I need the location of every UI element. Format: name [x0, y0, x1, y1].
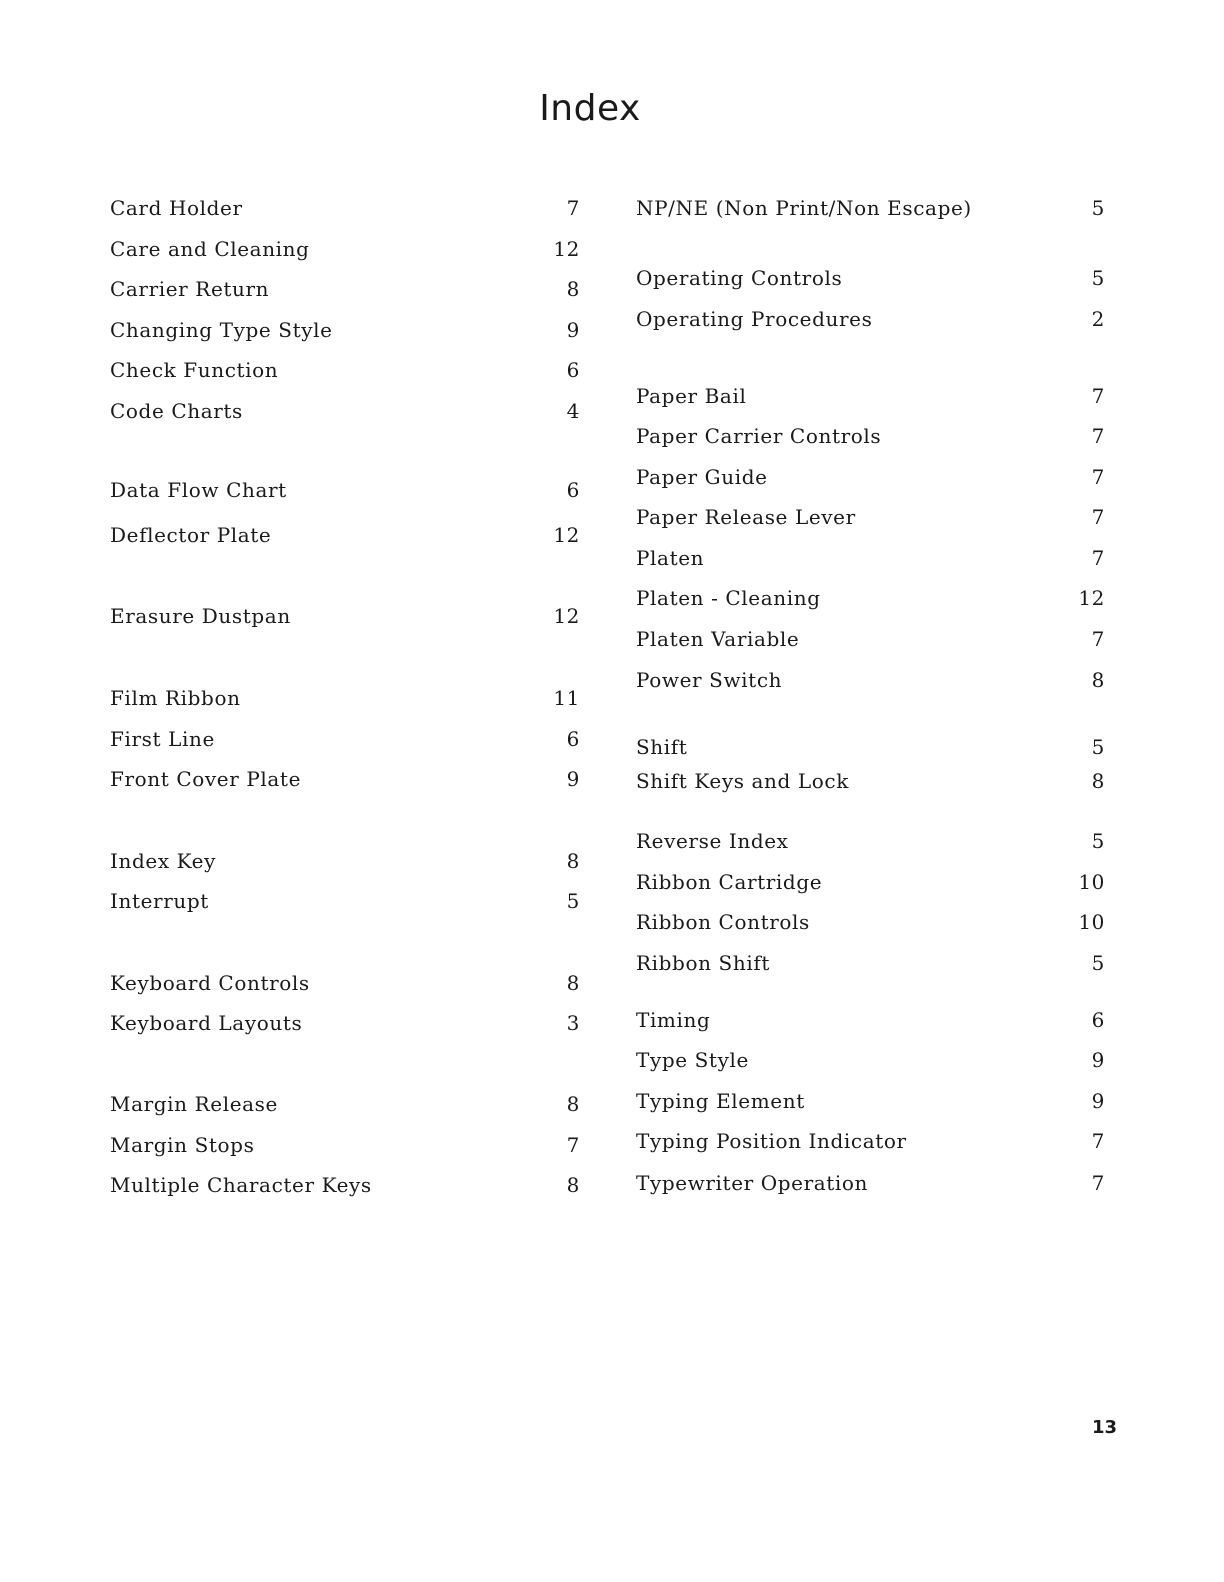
index-term: Margin Stops [110, 1133, 255, 1157]
index-term: Check Function [110, 358, 279, 382]
index-page-ref: 12 [553, 237, 580, 261]
index-term: Operating Procedures [636, 307, 873, 331]
index-term: First Line [110, 727, 215, 751]
index-term: Power Switch [636, 668, 783, 692]
index-page-ref: 8 [566, 1173, 580, 1197]
index-term: Keyboard Layouts [110, 1011, 303, 1035]
index-page-ref: 2 [1091, 307, 1105, 331]
index-term: Paper Bail [636, 384, 747, 408]
index-page-ref: 7 [1091, 546, 1105, 570]
index-page-ref: 5 [1091, 829, 1105, 853]
index-term: Type Style [636, 1048, 749, 1072]
index-page-ref: 9 [566, 318, 580, 342]
index-term: Data Flow Chart [110, 478, 287, 502]
index-term: Keyboard Controls [110, 971, 310, 995]
index-page-ref: 7 [1091, 505, 1105, 529]
index-page-ref: 7 [1091, 424, 1105, 448]
index-term: Film Ribbon [110, 686, 241, 710]
index-page-ref: 10 [1078, 870, 1105, 894]
index-page-ref: 7 [566, 1133, 580, 1157]
index-page-ref: 8 [566, 849, 580, 873]
index-page-ref: 10 [1078, 910, 1105, 934]
index-term: Platen Variable [636, 627, 800, 651]
index-term: Care and Cleaning [110, 237, 310, 261]
index-page-ref: 9 [1091, 1048, 1105, 1072]
index-term: Paper Release Lever [636, 505, 856, 529]
index-page-ref: 12 [1078, 586, 1105, 610]
index-term: Ribbon Controls [636, 910, 810, 934]
index-page-ref: 7 [1091, 384, 1105, 408]
index-page-ref: 11 [553, 686, 580, 710]
index-page-ref: 8 [566, 971, 580, 995]
index-term: Platen [636, 546, 705, 570]
index-page-ref: 6 [566, 478, 580, 502]
index-page-ref: 5 [1091, 951, 1105, 975]
index-page-ref: 7 [566, 196, 580, 220]
page-number: 13 [1091, 1417, 1117, 1438]
index-page-ref: 4 [566, 399, 580, 423]
index-term: Timing [636, 1008, 711, 1032]
index-page-ref: 7 [1091, 1129, 1105, 1153]
index-page-ref: 9 [1091, 1089, 1105, 1113]
index-term: Interrupt [110, 889, 209, 913]
index-term: Card Holder [110, 196, 243, 220]
index-page-ref: 5 [1091, 266, 1105, 290]
index-page-ref: 7 [1091, 627, 1105, 651]
index-term: Carrier Return [110, 277, 270, 301]
index-term: Platen - Cleaning [636, 586, 821, 610]
index-term: Deflector Plate [110, 523, 272, 547]
index-page-ref: 9 [566, 767, 580, 791]
index-page-ref: 12 [553, 604, 580, 628]
index-page-ref: 6 [566, 358, 580, 382]
index-term: Typewriter Operation [636, 1171, 869, 1195]
index-page-ref: 12 [553, 523, 580, 547]
index-term: Operating Controls [636, 266, 843, 290]
index-term: Front Cover Plate [110, 767, 302, 791]
index-term: Shift [636, 735, 688, 759]
index-term: NP/NE (Non Print/Non Escape) [636, 196, 972, 220]
index-term: Shift Keys and Lock [636, 769, 849, 793]
index-page-ref: 5 [1091, 735, 1105, 759]
index-term: Multiple Character Keys [110, 1173, 372, 1197]
index-term: Typing Position Indicator [636, 1129, 907, 1153]
index-page-ref: 6 [1091, 1008, 1105, 1032]
index-term: Code Charts [110, 399, 243, 423]
index-term: Ribbon Shift [636, 951, 770, 975]
index-term: Ribbon Cartridge [636, 870, 823, 894]
page-title: Index [539, 88, 641, 129]
index-term: Paper Guide [636, 465, 768, 489]
index-term: Index Key [110, 849, 216, 873]
index-page-ref: 8 [566, 1092, 580, 1116]
index-term: Changing Type Style [110, 318, 333, 342]
index-page-ref: 6 [566, 727, 580, 751]
index-page-ref: 5 [566, 889, 580, 913]
index-term: Paper Carrier Controls [636, 424, 882, 448]
index-page-ref: 8 [1091, 668, 1105, 692]
index-page-ref: 5 [1091, 196, 1105, 220]
index-page-ref: 8 [566, 277, 580, 301]
index-term: Reverse Index [636, 829, 789, 853]
index-term: Margin Release [110, 1092, 278, 1116]
index-page-ref: 3 [566, 1011, 580, 1035]
index-page-ref: 8 [1091, 769, 1105, 793]
index-page-ref: 7 [1091, 1171, 1105, 1195]
index-term: Typing Element [636, 1089, 805, 1113]
index-term: Erasure Dustpan [110, 604, 291, 628]
index-page-ref: 7 [1091, 465, 1105, 489]
